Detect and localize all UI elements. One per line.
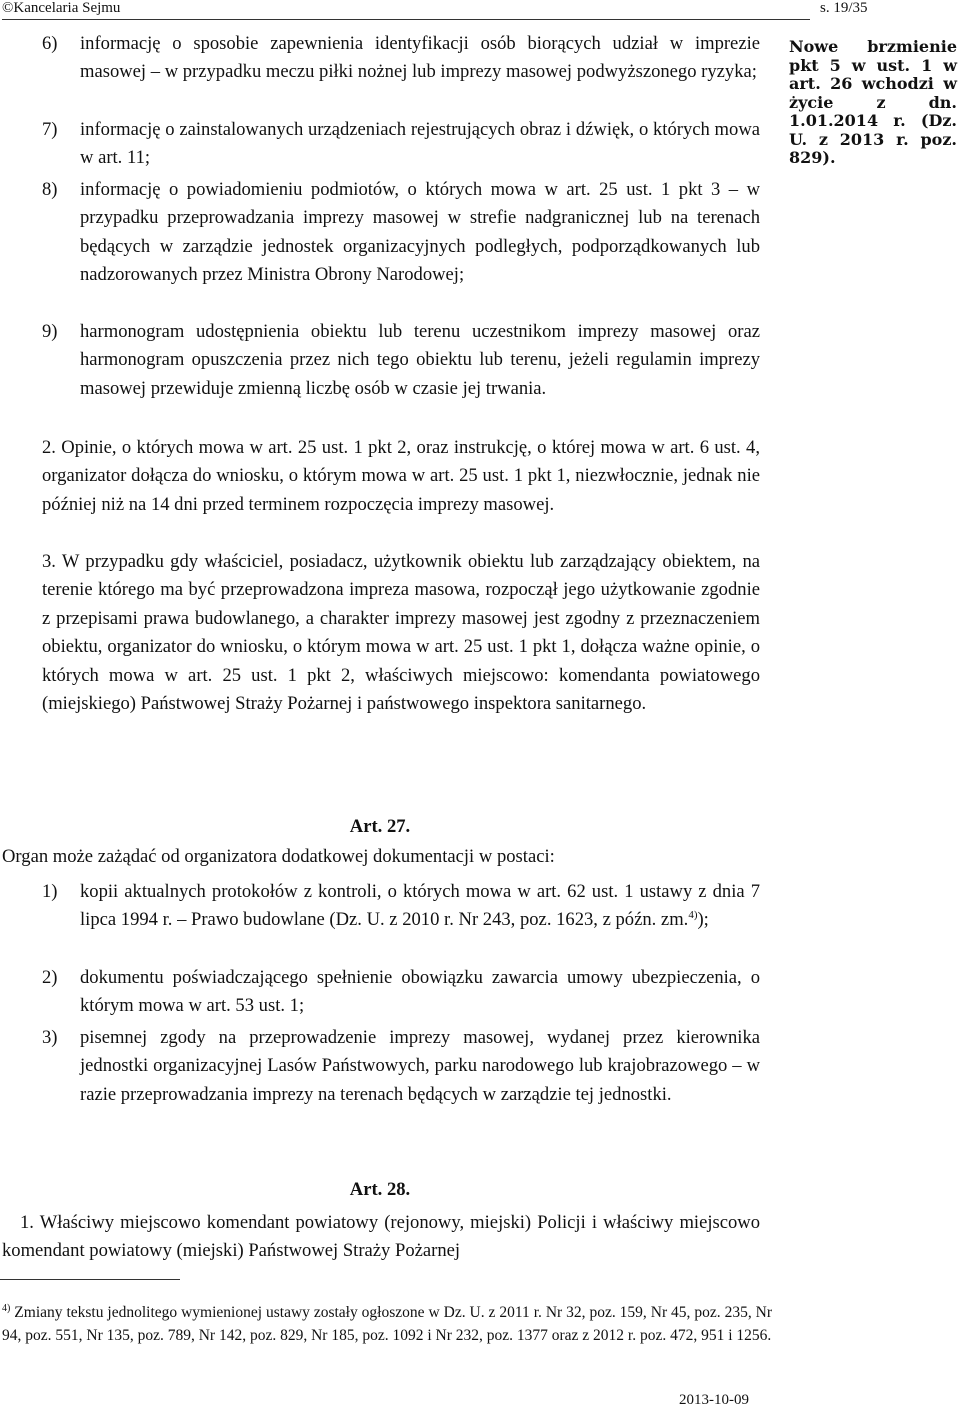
list-item-number: 6) xyxy=(42,33,58,54)
footnote-text: Zmiany tekstu jednolitego wymienionej ustawy zostały ogłoszone w Dz. U. z 2011 r. Nr 32, poz. 159, Nr 45, poz. 235, Nr 94, poz. 551, Nr 135, poz. 789, Nr 142, poz. 829, Nr 185, poz. 1092 i Nr 232, poz. 1377 oraz z 2012 r. poz. 472, 951 i 1256. xyxy=(2,1304,772,1344)
list-item-number: 9) xyxy=(42,321,58,342)
article-27-intro: Organ może zażądać od organizatora dodatkowej dokumentacji w postaci: xyxy=(2,846,555,867)
list-item-number: 8) xyxy=(42,179,58,200)
article-28-paragraph-1: 1. Właściwy miejscowo komendant powiatowy (rejonowy, miejski) Policji i właściwy miejscowo komendant powiatowy (miejski) Państwowej Straży Pożarnej xyxy=(2,1212,760,1262)
list-item-text: informację o sposobie zapewnienia identyfikacji osób biorących udział w imprezie masowej – w przypadku meczu piłki nożnej lub imprezy masowej podwyższonego ryzyka; xyxy=(80,33,760,83)
paragraph-3: 3. W przypadku gdy właściciel, posiadacz, użytkownik obiektu lub zarządzający obiektem, na terenie którego ma być przeprowadzona impreza masowa, rozpoczął jego użytkowanie zgodnie z przepisami prawa budowlanego, a charakter imprezy masowej jest zgodny z przeznaczeniem obiektu, organizator do wniosku, o którym mowa w art. 25 ust. 1 pkt 1, dołącza ważne opinie, o których mowa w art. 25 ust. 1 pkt 2, właściwych miejscowo: komendanta powiatowego (miejskiego) Państwowej Straży Pożarnej i państwowego inspektora sanitarnego. xyxy=(42,551,760,715)
footnote-ref: 4) xyxy=(688,909,698,922)
footer-date: 2013-10-09 xyxy=(679,1392,749,1408)
page-number: s. 19/35 xyxy=(820,0,868,16)
header-divider xyxy=(2,19,810,20)
list-item-text: pisemnej zgody na przeprowadzenie imprezy masowej, wydanej przez kierownika jednostki organizacyjnej Lasów Państwowych, parku narodowego lub krajobrazowego – w razie przeprowadzania imprezy na terenach będących w zarządzie tej jednostki. xyxy=(80,1027,760,1105)
footnote-marker: 4) xyxy=(2,1302,11,1314)
list-item-text: informację o zainstalowanych urządzeniach rejestrujących obraz i dźwięk, o których mowa w art. 11; xyxy=(80,119,760,169)
margin-note: Nowe brzmienie pkt 5 w ust. 1 w art. 26 wchodzi w życie z dn. 1.01.2014 r. (Dz. U. z 2013 r. poz. 829). xyxy=(789,37,957,167)
list-item-number: 1) xyxy=(42,881,58,902)
page-header-publisher: ©Kancelaria Sejmu xyxy=(2,0,121,16)
list-item-text: dokumentu poświadczającego spełnienie obowiązku zawarcia umowy ubezpieczenia, o którym mowa w art. 53 ust. 1; xyxy=(80,967,760,1017)
list-item-text: harmonogram udostępnienia obiektu lub terenu uczestnikom imprezy masowej oraz harmonogram opuszczenia przez nich tego obiektu lub terenu, jeżeli regulamin imprezy masowej przewiduje zmienną liczbę osób w czasie jej trwania. xyxy=(80,321,760,399)
article-28-title: Art. 28. xyxy=(349,1179,411,1200)
list-item-text xyxy=(80,878,760,935)
footnote-divider xyxy=(0,1279,180,1280)
article-27-title: Art. 27. xyxy=(349,816,411,837)
list-item-text: informację o powiadomieniu podmiotów, o których mowa w art. 25 ust. 1 pkt 3 – w przypadku przeprowadzania imprezy masowej w strefie nadgranicznej lub na terenach będących w zarządzie jednostek organizacyjnych podległych, podporządkowanych lub nadzorowanych przez Ministra Obrony Narodowej; xyxy=(80,179,760,286)
list-item-number: 3) xyxy=(42,1027,58,1048)
paragraph-2: 2. Opinie, o których mowa w art. 25 ust. 1 pkt 2, oraz instrukcję, o której mowa w art. 6 ust. 4, organizator dołącza do wniosku, o którym mowa w art. 25 ust. 1 pkt 1, niezwłocznie, jednak nie później niż na 14 dni przed terminem rozpoczęcia imprezy masowej. xyxy=(42,437,760,515)
list-item-number: 2) xyxy=(42,967,58,988)
list-item-text-part: ); xyxy=(697,909,709,931)
list-item-text-part: kopii aktualnych protokołów z kontroli, o których mowa w art. 62 ust. 1 ustawy z dnia 7 lipca 1994 r. – Prawo budowlane (Dz. U. z 2010 r. Nr 243, poz. 1623, z późn. zm. xyxy=(80,881,760,931)
footnote xyxy=(2,1302,772,1347)
list-item-number: 7) xyxy=(42,119,58,140)
